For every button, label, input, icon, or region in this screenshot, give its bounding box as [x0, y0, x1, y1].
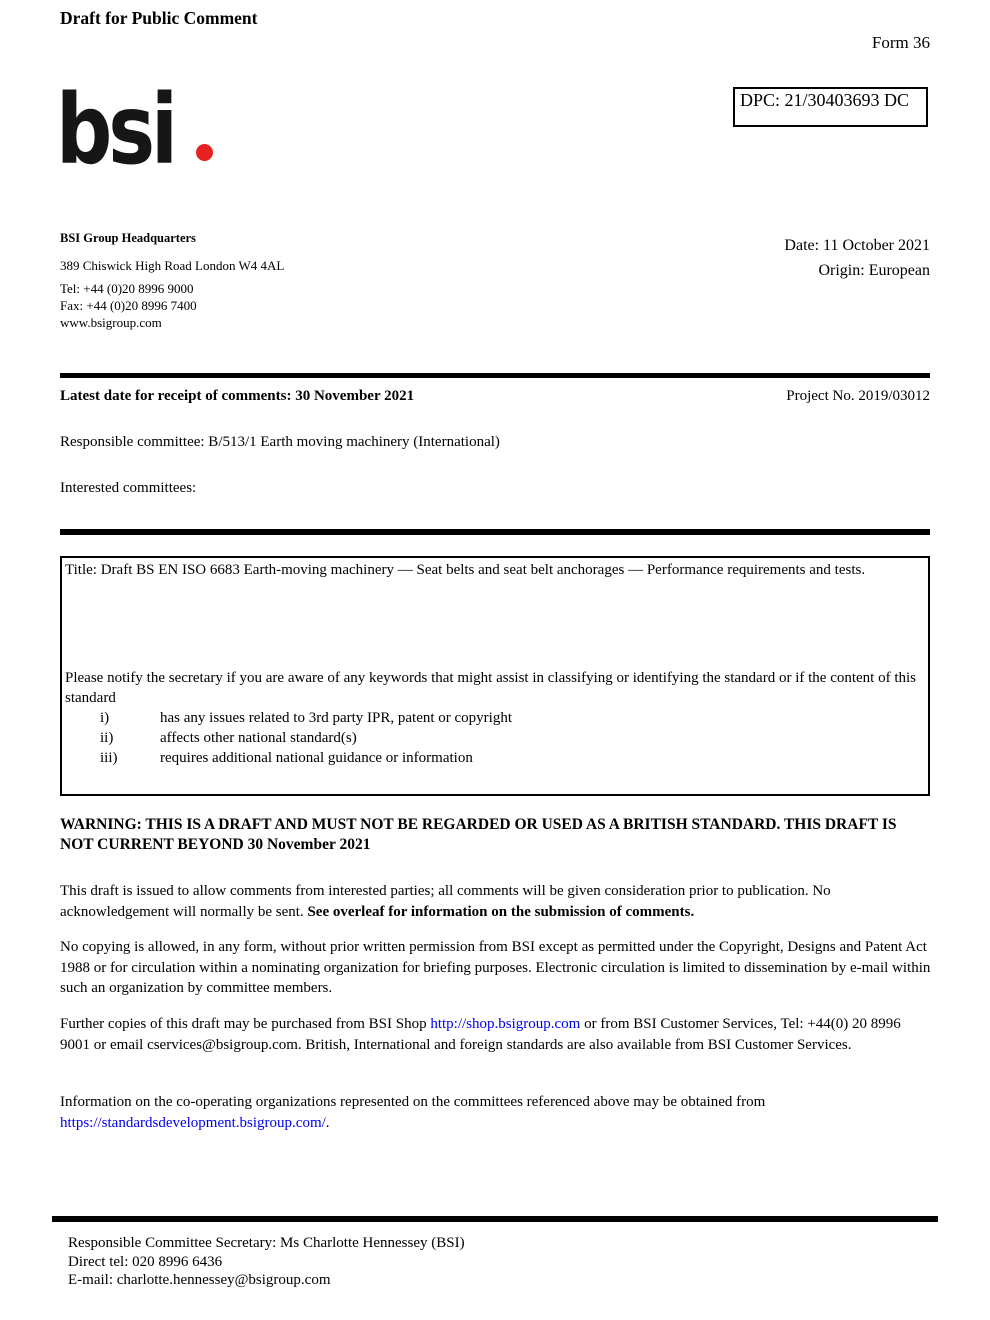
- title-box: [60, 556, 930, 796]
- keywords-item-1-marker: i): [100, 710, 110, 726]
- keywords-item-3: [65, 748, 925, 768]
- form-number: Form 36: [871, 33, 930, 52]
- bsi-logo-text: bsi: [56, 74, 174, 186]
- purchase-paragraph: [60, 1014, 932, 1055]
- bsi-logo-period-dot: [196, 144, 213, 161]
- keywords-item-1-text: has any issues related to 3rd party IPR, patent or copyright: [160, 710, 513, 726]
- divider-rule-top: [60, 373, 930, 378]
- date-origin-block: [784, 233, 930, 283]
- latest-date-row: [60, 388, 930, 405]
- interested-committees-line: Interested committees:: [60, 480, 197, 496]
- headquarters-tel: Tel: +44 (0)20 8996 9000: [60, 281, 194, 296]
- headquarters-name: BSI Group Headquarters: [60, 231, 196, 245]
- footer-rule: [52, 1216, 938, 1222]
- dpc-number-box: [733, 87, 928, 127]
- purchase-paragraph-text-before: Further copies of this draft may be purchased from BSI Shop: [60, 1016, 431, 1032]
- date-line: Date: 11 October 2021: [784, 237, 930, 254]
- see-overleaf-note: See overleaf for information on the submission of comments.: [307, 903, 695, 920]
- cooperating-paragraph-text-before: Information on the co-operating organizations represented on the committees referenced above may be obtained from: [60, 1094, 766, 1110]
- comments-paragraph-text: This draft is issued to allow comments from interested parties; all comments will be given consideration prior to publication. No acknowledgement will normally be sent.: [60, 883, 831, 920]
- draft-for-public-comment-label: Draft for Public Comment: [60, 8, 258, 28]
- keywords-notify-paragraph: Please notify the secretary if you are aware of any keywords that might assist in classifying or identifying the standard or if the content of this standard: [65, 670, 917, 706]
- bsi-shop-link[interactable]: http://shop.bsigroup.com: [430, 1016, 581, 1032]
- headquarters-address: 389 Chiswick High Road London W4 4AL: [60, 258, 285, 273]
- divider-rule-middle: [60, 529, 930, 535]
- keywords-item-2-marker: ii): [100, 730, 114, 746]
- cooperating-paragraph-text-after: .: [325, 1114, 330, 1131]
- keywords-item-3-marker: iii): [100, 750, 118, 766]
- dpc-number: DPC: 21/30403693 DC: [740, 90, 910, 110]
- headquarters-block: [60, 230, 284, 331]
- warning-paragraph: WARNING: THIS IS A DRAFT AND MUST NOT BE REGARDED OR USED AS A BRITISH STANDARD. THIS DRAFT IS NOT CURRENT BEYOND 30 November 2021: [60, 816, 897, 853]
- headquarters-fax: Fax: +44 (0)20 8996 7400: [60, 298, 197, 313]
- bsi-logo: [56, 74, 213, 192]
- responsible-committee-line: Responsible committee: B/513/1 Earth moving machinery (International): [60, 434, 500, 450]
- copyright-paragraph: No copying is allowed, in any form, without prior written permission from BSI except as permitted under the Copyright, Designs and Patent Act 1988 or for circulation within a nominating organization for briefing purposes. Electronic circulation is limited to dissemination by e-mail within such an organization by committee members.: [60, 939, 931, 996]
- comments-paragraph: [60, 881, 932, 922]
- keywords-item-1: [65, 708, 925, 728]
- footer-block: [68, 1234, 465, 1290]
- latest-date-label: Latest date for receipt of comments: 30 November 2021: [60, 388, 415, 404]
- direct-tel-line: Direct tel: 020 8996 6436: [68, 1253, 223, 1270]
- origin-line: Origin: European: [818, 262, 930, 279]
- headquarters-website: www.bsigroup.com: [60, 315, 162, 330]
- keywords-item-2-text: affects other national standard(s): [160, 730, 357, 746]
- standards-development-link[interactable]: https://standardsdevelopment.bsigroup.com/: [60, 1114, 326, 1131]
- cooperating-paragraph: [60, 1092, 932, 1133]
- purchase-paragraph-text-after: or from BSI Customer Services, Tel: +44(0) 20 8996 9001 or email cservices@bsigroup.com. British, International and foreign standards are also available from BSI Customer Services.: [60, 1016, 901, 1053]
- keywords-item-3-text: requires additional national guidance or information: [160, 750, 473, 766]
- footer-email-line: E-mail: charlotte.hennessey@bsigroup.com: [68, 1272, 331, 1288]
- keywords-item-2: [65, 728, 925, 748]
- committee-secretary-line: Responsible Committee Secretary: Ms Charlotte Hennessey (BSI): [68, 1235, 465, 1251]
- project-number: Project No. 2019/03012: [786, 388, 930, 404]
- standard-title-line: Title: Draft BS EN ISO 6683 Earth-moving machinery — Seat belts and seat belt anchorages — Performance requirements and tests.: [65, 562, 866, 578]
